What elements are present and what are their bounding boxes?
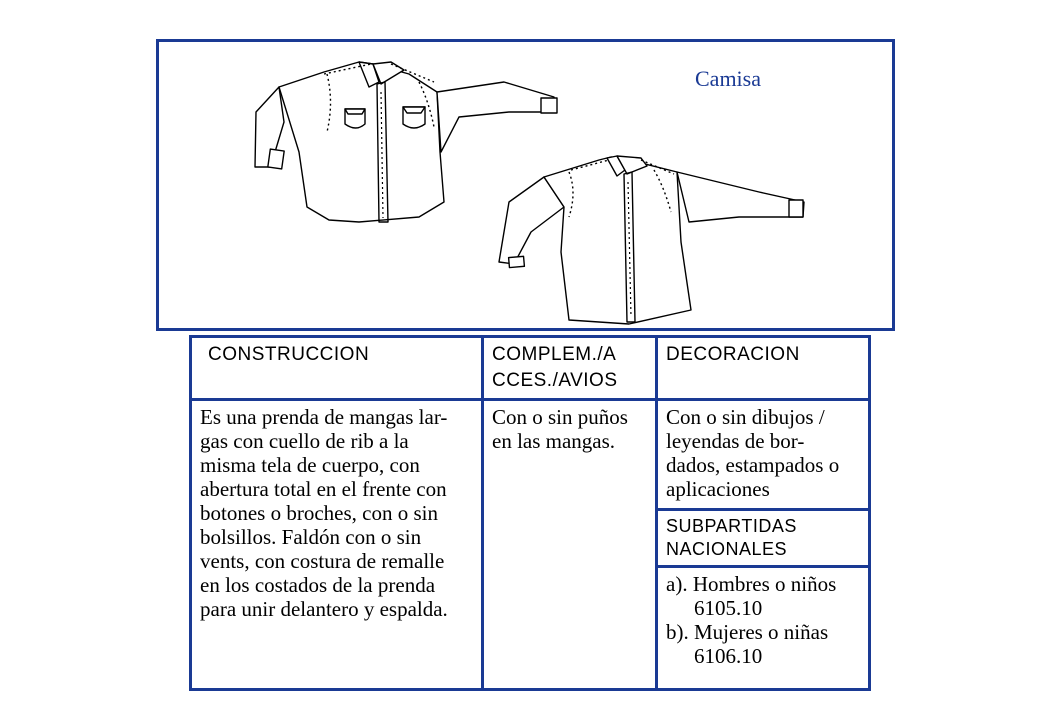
header-construccion-label: CONSTRUCCION — [208, 344, 370, 365]
table-header-row — [191, 337, 870, 400]
construccion-line: botones o broches, con o sin — [200, 501, 438, 525]
construccion-line: bolsillos. Faldón con o sin — [200, 525, 422, 549]
header-decoracion — [657, 337, 870, 400]
subpartidas-header-line2: NACIONALES — [666, 539, 788, 559]
complementos-line: Con o sin puños — [492, 405, 628, 429]
decoracion-line: leyendas de bor- — [666, 429, 805, 453]
complementos-cell — [483, 400, 657, 690]
header-complementos-line1: COMPLEM./A — [492, 344, 617, 365]
subpartidas-cell — [657, 567, 870, 690]
construccion-line: abertura total en el frente con — [200, 477, 447, 501]
construccion-line: Es una prenda de mangas lar- — [200, 405, 448, 429]
decoracion-line: Con o sin dibujos / — [666, 405, 825, 429]
construccion-cell — [191, 400, 483, 690]
construccion-line: en los costados de la prenda — [200, 573, 436, 597]
construccion-line: para unir delantero y espalda. — [200, 597, 448, 621]
shirt-front-pockets-illustration — [255, 62, 557, 222]
header-construccion — [191, 337, 483, 400]
subpartida-label: a). Hombres o niños — [666, 572, 837, 596]
figure-box — [156, 39, 895, 331]
decoracion-line: aplicaciones — [666, 477, 770, 501]
subpartida-code: 6106.10 — [694, 644, 763, 668]
garment-info-table — [189, 335, 871, 691]
subpartidas-header-cell — [657, 510, 870, 567]
shirt-illustrations — [159, 42, 892, 328]
decoracion-line: dados, estampados o — [666, 453, 840, 477]
decoracion-cell — [657, 400, 870, 510]
construccion-line: misma tela de cuerpo, con — [200, 453, 420, 477]
header-decoracion-label: DECORACION — [666, 344, 800, 365]
subpartidas-header-line1: SUBPARTIDAS — [666, 516, 797, 536]
construccion-line: vents, con costura de remalle — [200, 549, 445, 573]
subpartida-code: 6105.10 — [694, 596, 763, 620]
header-complementos — [483, 337, 657, 400]
shirt-front-no-pockets-illustration — [499, 156, 804, 324]
construccion-line: gas con cuello de rib a la — [200, 429, 409, 453]
subpartida-label: b). Mujeres o niñas — [666, 620, 829, 644]
complementos-line: en las mangas. — [492, 429, 616, 453]
header-complementos-line2: CCES./AVIOS — [492, 370, 618, 391]
figure-title: Camisa — [695, 66, 761, 91]
table-row — [191, 400, 870, 510]
